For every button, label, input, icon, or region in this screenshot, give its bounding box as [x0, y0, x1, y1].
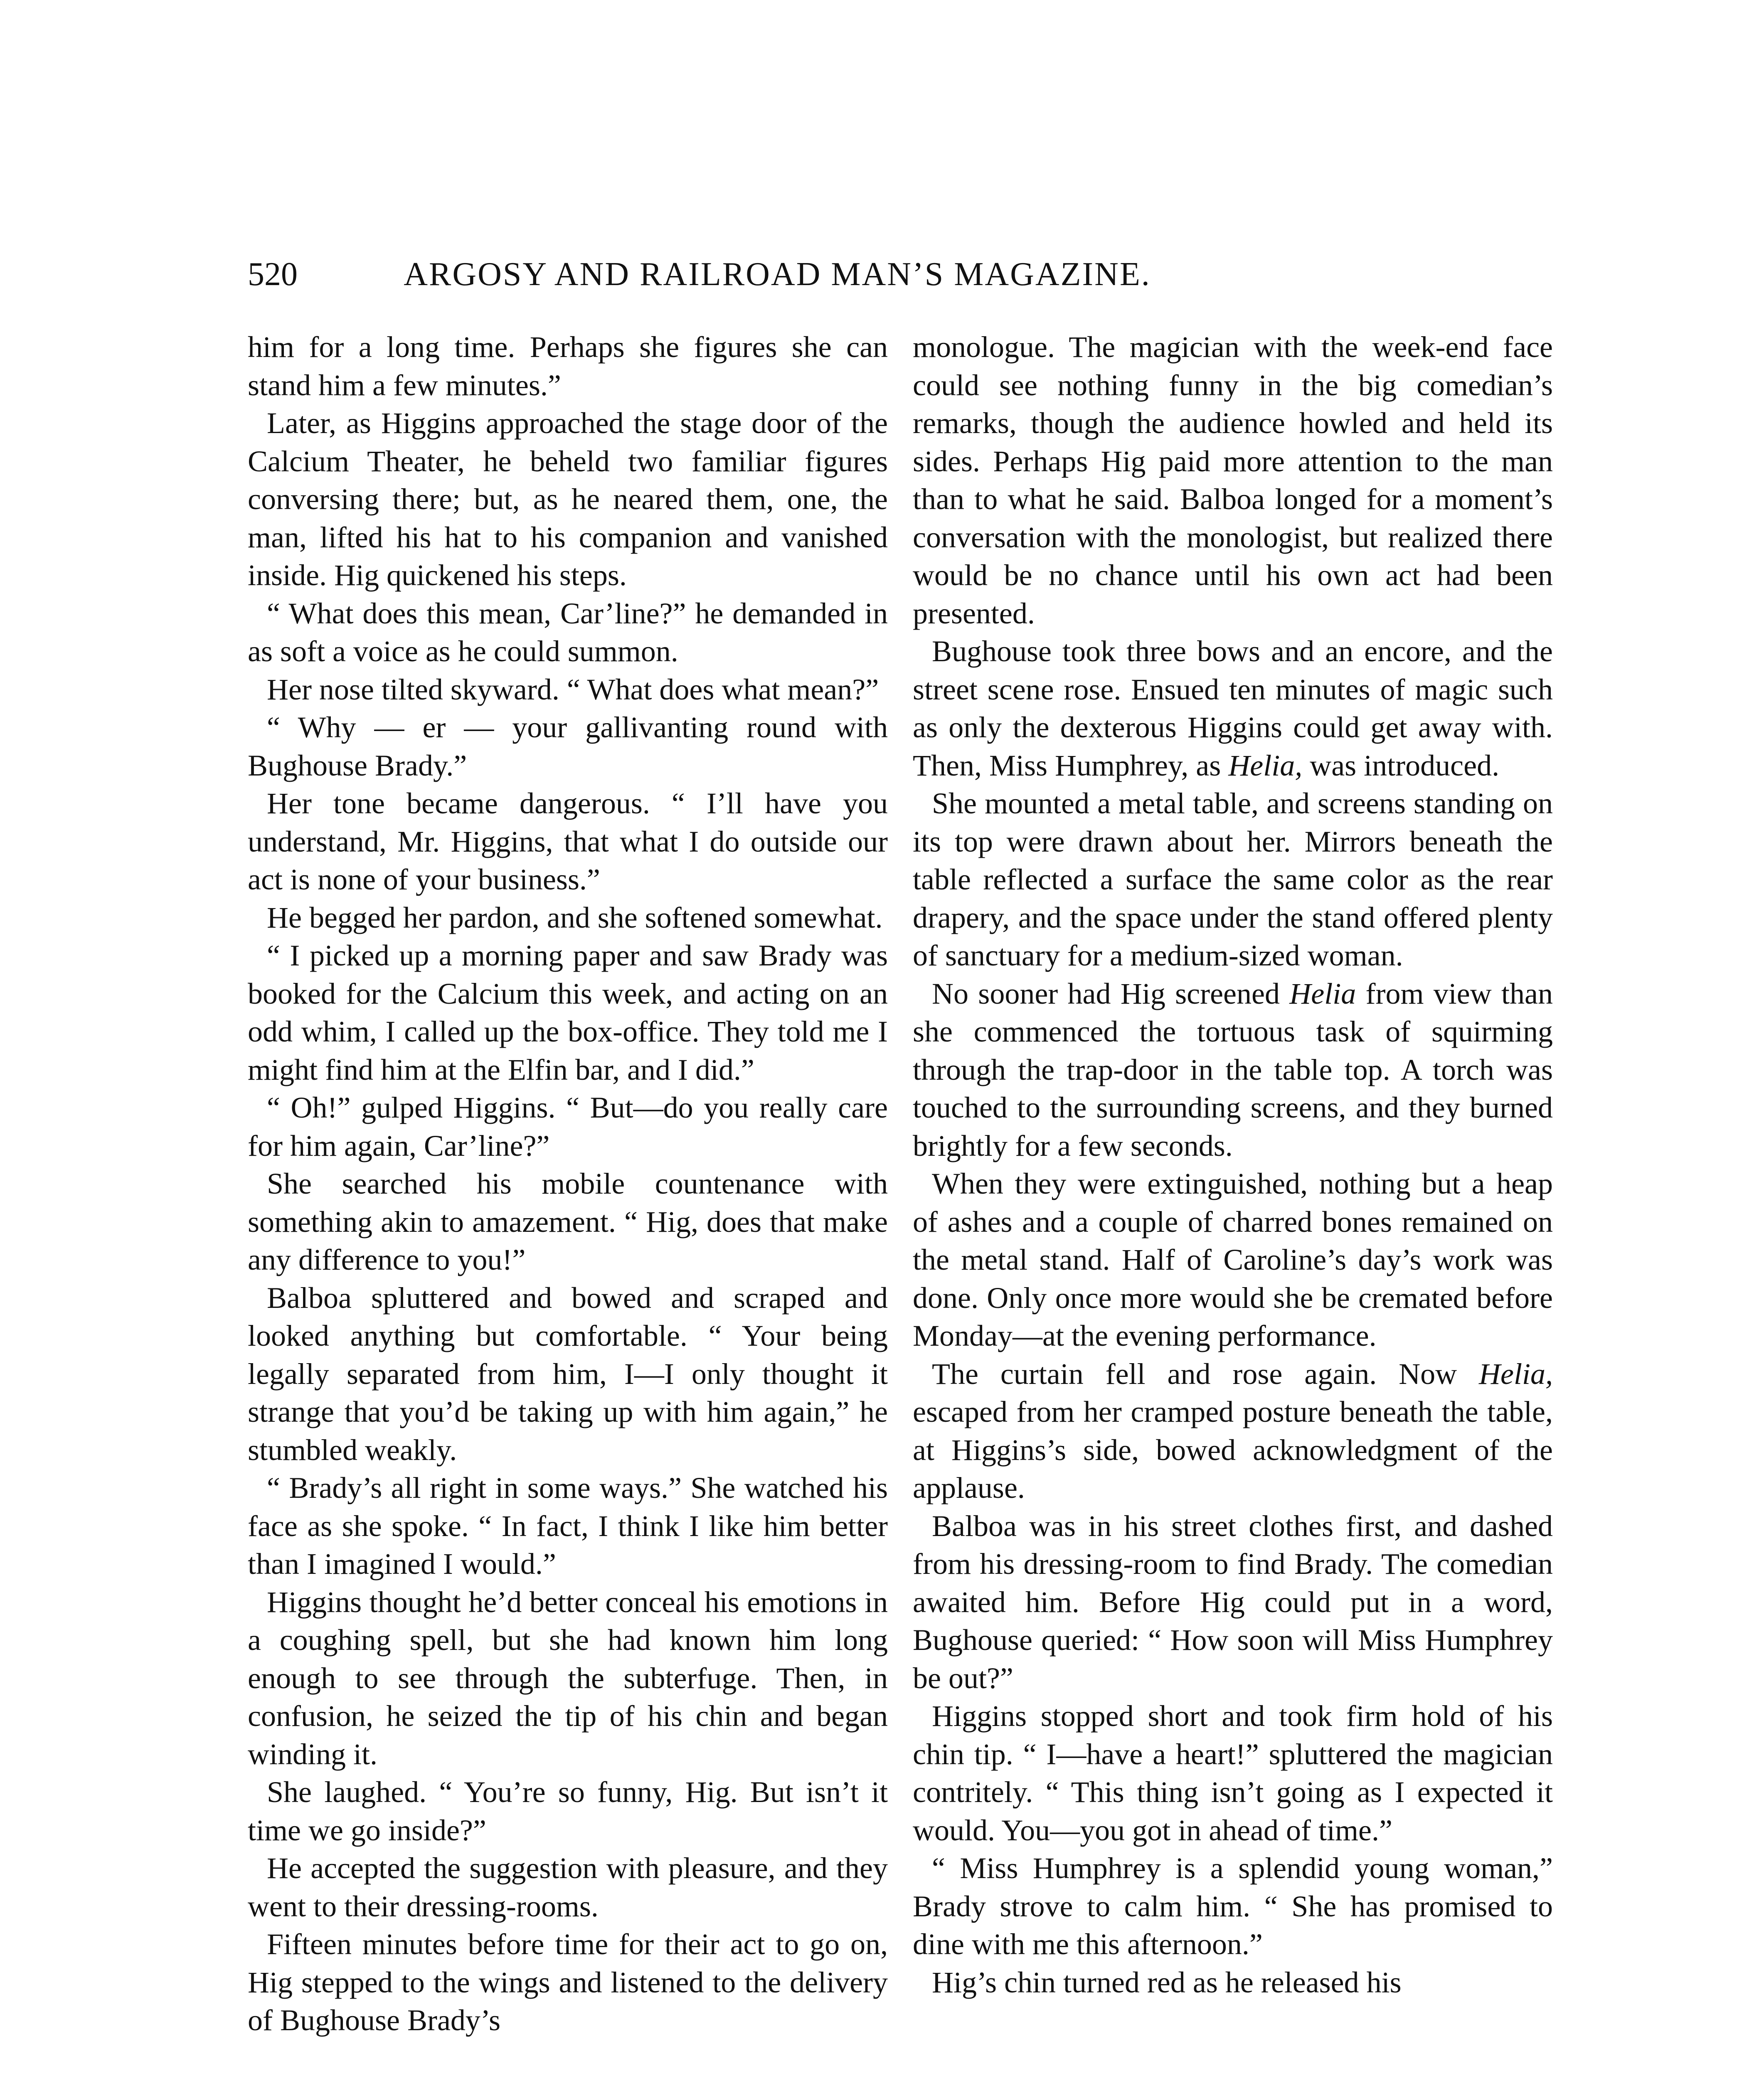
italic-name: Helia: [1289, 977, 1356, 1010]
text-run: from view than she commenced the tortuous task of squirming through the trap-door in the table top. A torch was touched to the surrounding screens, and they burned brightly for a few seconds.: [913, 977, 1553, 1162]
paragraph: “ I picked up a morning paper and saw Brady was booked for the Calcium this week, and acting on an odd whim, I called up the box-office. They told me I might find him at the Elfin bar, and I did.”: [248, 939, 888, 1086]
paragraph: Higgins thought he’d better conceal his emotions in a coughing spell, but she had known him long enough to see through the subterfuge. Then, in confusion, he seized the tip of his chin and began winding it.: [248, 1585, 888, 1771]
text-run: No sooner had Hig screened: [932, 977, 1290, 1010]
paragraph: Her nose tilted skyward. “ What does what mean?”: [267, 672, 879, 706]
text-run: Bughouse took three bows and an encore, and the street scene rose. Ensued ten minutes of magic such as only the dexterous Higgins could get away with. Then, Miss Humphrey, as: [913, 635, 1553, 782]
italic-name: Helia,: [1228, 748, 1303, 782]
paragraph: “ Brady’s all right in some ways.” She watched his face as she spoke. “ In fact, I think I like him better than I imagined I would.”: [248, 1471, 888, 1581]
paragraph: Balboa was in his street clothes first, and dashed from his dressing-room to find Brady. The comedian awaited him. Before Hig could put in a word, Bughouse queried: “ How soon will Miss Humphrey be out?”: [913, 1509, 1553, 1695]
paragraph: She mounted a metal table, and screens standing on its top were drawn about her. Mirrors beneath the table reflected a surface the same color as the rear drapery, and the space under the stand offered plenty of sanctuary for a medium-sized woman.: [913, 787, 1553, 972]
text-run: The curtain fell and rose again. Now: [932, 1357, 1479, 1391]
paragraph: “ What does this mean, Car’line?” he demanded in as soft a voice as he could summon.: [248, 596, 888, 668]
paragraph: [913, 975, 1553, 1165]
paragraph: “ Oh!” gulped Higgins. “ But—do you really care for him again, Car’line?”: [248, 1091, 888, 1162]
paragraph: She searched his mobile countenance with something akin to amazement. “ Hig, does that make any difference to you!”: [248, 1167, 888, 1276]
paragraph: He begged her pardon, and she softened somewhat.: [267, 901, 883, 934]
page-header: [248, 251, 1307, 297]
paragraph: Higgins stopped short and took firm hold of his chin tip. “ I—have a heart!” spluttered the magician contritely. “ This thing isn’t going as I expected it would. You—you got in ahead of time.”: [913, 1699, 1553, 1847]
paragraph: Hig’s chin turned red as he released his: [932, 1965, 1402, 1999]
text-run: escaped from her cramped posture beneath the table, at Higgins’s side, bowed acknowledgment of the applause.: [913, 1395, 1553, 1504]
italic-name: Helia,: [1479, 1357, 1553, 1391]
right-column: [913, 328, 1553, 2002]
paragraph: monologue. The magician with the week-end face could see nothing funny in the big comedian’s remarks, though the audience howled and held its sides. Perhaps Hig paid more attention to the man than to what he said. Balboa longed for a moment’s conversation with the monologist, but realized there would be no chance until his own act had been presented.: [913, 330, 1553, 630]
paragraph: [913, 633, 1553, 785]
running-title: ARGOSY AND RAILROAD MAN’S MAGAZINE.: [404, 256, 1151, 293]
paragraph: [913, 1355, 1553, 1507]
paragraph: Later, as Higgins approached the stage door of the Calcium Theater, he beheld two familiar figures conversing there; but, as he neared them, one, the man, lifted his hat to his companion and vanished inside. Hig quickened his steps.: [248, 406, 888, 592]
paragraph: “ Why — er — your gallivanting round with Bughouse Brady.”: [248, 711, 888, 782]
paragraph: Balboa spluttered and bowed and scraped and looked anything but comfortable. “ Your being legally separated from him, I—I only thought it strange that you’d be taking up with him again,” he stumbled weakly.: [248, 1281, 888, 1467]
paragraph: She laughed. “ You’re so funny, Hig. But isn’t it time we go inside?”: [248, 1775, 888, 1847]
page-number: 520: [248, 256, 298, 293]
paragraph: He accepted the suggestion with pleasure, and they went to their dressing-rooms.: [248, 1851, 888, 1923]
paragraph: Her tone became dangerous. “ I’ll have you understand, Mr. Higgins, that what I do outside our act is none of your business.”: [248, 787, 888, 896]
paragraph: When they were extinguished, nothing but a heap of ashes and a couple of charred bones remained on the metal stand. Half of Caroline’s day’s work was done. Only once more would she be cremated before Monday—at the evening performance.: [913, 1167, 1553, 1352]
text-run: was introduced.: [1302, 748, 1500, 782]
left-column: [248, 328, 888, 2040]
paragraph: Fifteen minutes before time for their act to go on, Hig stepped to the wings and listened to the delivery of Bughouse Brady’s: [248, 1928, 888, 2037]
paragraph: “ Miss Humphrey is a splendid young woman,” Brady strove to calm him. “ She has promised to dine with me this afternoon.”: [913, 1851, 1553, 1961]
paragraph: him for a long time. Perhaps she figures she can stand him a few minutes.”: [248, 330, 888, 402]
